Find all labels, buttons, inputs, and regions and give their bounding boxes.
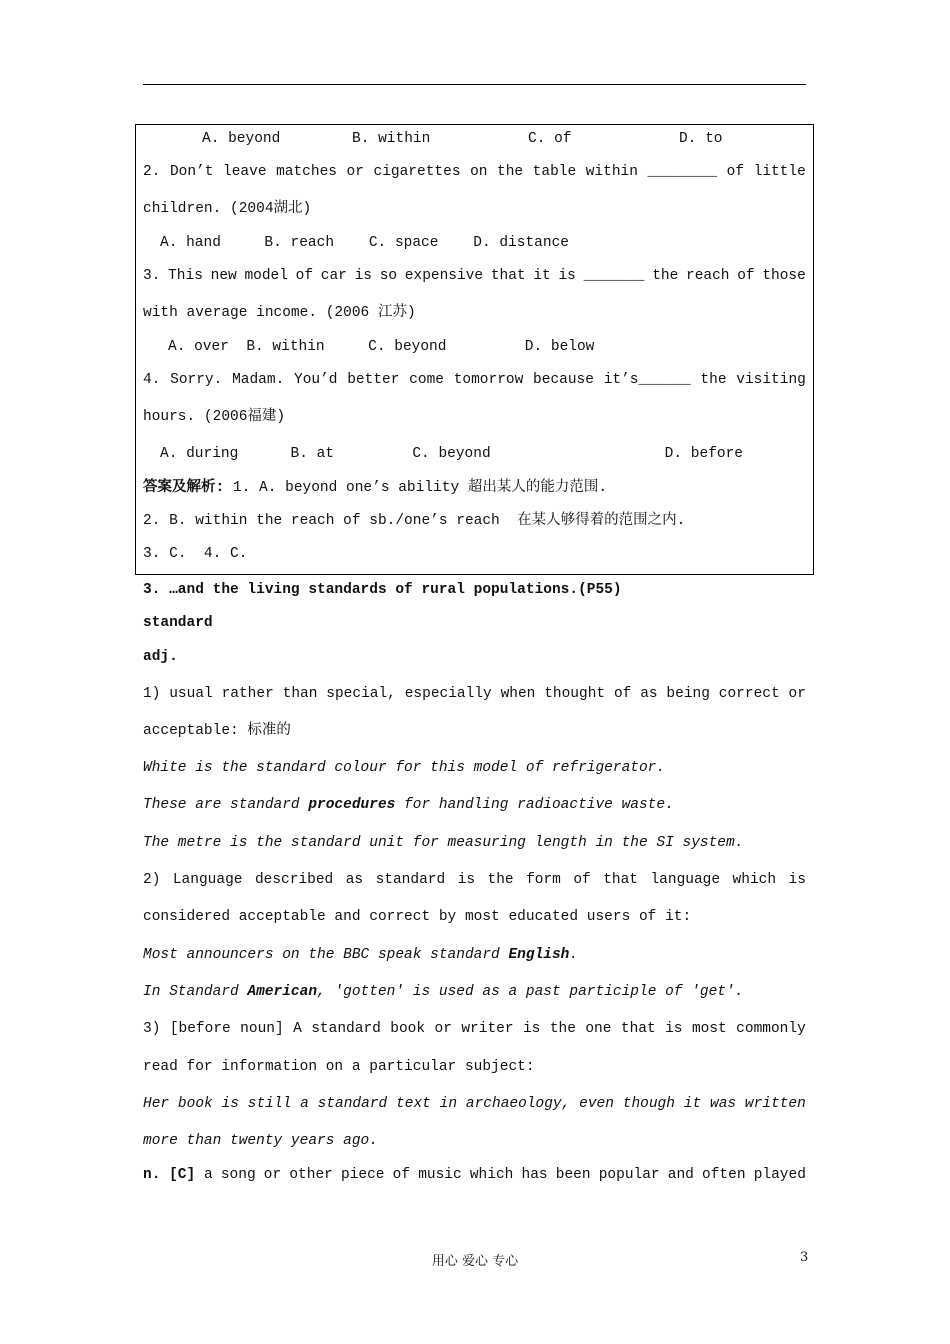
word: so bbox=[379, 268, 398, 284]
word: table bbox=[532, 164, 577, 180]
word: visiting bbox=[736, 372, 806, 388]
word: matches bbox=[276, 164, 337, 180]
example-5 bbox=[143, 983, 743, 1001]
noun-def-line1 bbox=[204, 1166, 806, 1184]
word: which bbox=[732, 872, 777, 888]
example-6-line1 bbox=[143, 1095, 806, 1113]
word: within bbox=[585, 164, 638, 180]
word: or bbox=[346, 164, 364, 180]
example-5-pre: In Standard bbox=[143, 984, 248, 1000]
word: is bbox=[522, 1021, 541, 1037]
word: reach bbox=[686, 268, 730, 284]
word: one bbox=[585, 1021, 612, 1037]
word: is bbox=[457, 872, 476, 888]
word: Madam. bbox=[232, 372, 285, 388]
word: of bbox=[573, 872, 591, 888]
header-rule bbox=[143, 84, 806, 85]
word: little bbox=[753, 164, 806, 180]
word: that bbox=[603, 872, 639, 888]
word: 4. bbox=[143, 372, 161, 388]
word: the bbox=[700, 372, 727, 388]
word: been bbox=[555, 1167, 591, 1183]
example-6-line2: more than twenty years ago. bbox=[143, 1133, 378, 1149]
def3-line1 bbox=[143, 1020, 806, 1038]
word: or bbox=[434, 1021, 452, 1037]
word: a bbox=[204, 1167, 213, 1183]
example-5-bold: American bbox=[247, 984, 318, 1000]
word: and bbox=[667, 1167, 694, 1183]
word: has bbox=[521, 1167, 548, 1183]
word: 2. bbox=[143, 164, 161, 180]
def3-line2: read for information on a particular subject: bbox=[143, 1059, 535, 1075]
word: ________ bbox=[647, 164, 718, 180]
word: or bbox=[263, 1167, 282, 1183]
pos-noun-label: n. [C] bbox=[143, 1167, 196, 1183]
word: described bbox=[254, 872, 334, 888]
word: is bbox=[354, 268, 372, 284]
example-4 bbox=[143, 946, 578, 964]
word: the bbox=[497, 164, 524, 180]
word: correct bbox=[718, 686, 780, 702]
word: the bbox=[652, 268, 679, 284]
word: 3. bbox=[143, 268, 161, 284]
word: 1) bbox=[143, 686, 161, 702]
word: text bbox=[396, 1096, 431, 1112]
word: is bbox=[221, 1096, 239, 1112]
word: better bbox=[347, 372, 400, 388]
word: is bbox=[558, 268, 576, 284]
q1-option-d: D. to bbox=[679, 131, 723, 147]
word: of bbox=[737, 268, 755, 284]
word: This bbox=[168, 268, 203, 284]
example-2 bbox=[143, 796, 674, 814]
page-number: 3 bbox=[800, 1250, 809, 1265]
word: [before bbox=[169, 1021, 231, 1037]
word: that bbox=[620, 1021, 656, 1037]
word: noun] bbox=[240, 1021, 284, 1037]
example-4-pre: Most announcers on the BBC speak standard bbox=[143, 947, 509, 963]
answer-3: 3. C. 4. C. bbox=[143, 546, 248, 562]
word: that bbox=[490, 268, 526, 284]
word: song bbox=[220, 1167, 256, 1183]
word: other bbox=[289, 1167, 333, 1183]
word: car bbox=[320, 268, 347, 284]
q4-options: A. during B. at C. beyond D. before bbox=[160, 446, 743, 462]
word: it bbox=[533, 268, 551, 284]
word: form bbox=[526, 872, 561, 888]
word: special, bbox=[326, 686, 396, 702]
example-5-post: , 'gotten' is used as a past participle of 'get'. bbox=[317, 984, 744, 1000]
q3-options: A. over B. within C. beyond D. below bbox=[168, 339, 595, 355]
word: was bbox=[710, 1096, 737, 1112]
word: as bbox=[640, 686, 658, 702]
word: as bbox=[345, 872, 364, 888]
word: or bbox=[788, 686, 806, 702]
word: of bbox=[613, 686, 632, 702]
word: _______ bbox=[583, 268, 645, 284]
word: commonly bbox=[736, 1021, 806, 1037]
word: writer bbox=[461, 1021, 514, 1037]
q1-option-c: C. of bbox=[528, 131, 572, 147]
word: Don’t bbox=[169, 164, 214, 180]
pos-adj: adj. bbox=[143, 649, 178, 665]
word: the bbox=[487, 872, 514, 888]
example-4-post: . bbox=[569, 947, 579, 963]
q3-line1 bbox=[143, 267, 806, 285]
q4-line2: hours. (2006福建) bbox=[143, 409, 286, 425]
word: standard bbox=[317, 1096, 388, 1112]
example-2-post: for handling radioactive waste. bbox=[395, 797, 674, 813]
word: Language bbox=[172, 872, 243, 888]
word: often bbox=[702, 1167, 746, 1183]
word: when bbox=[500, 686, 536, 702]
word: model bbox=[244, 268, 288, 284]
word: because bbox=[533, 372, 594, 388]
word: written bbox=[744, 1096, 806, 1112]
word: archaeology, bbox=[465, 1096, 571, 1112]
word: those bbox=[762, 268, 806, 284]
answer-2: 2. B. within the reach of sb./one’s reach 在某人够得着的范围之内. bbox=[143, 513, 686, 529]
word: in bbox=[439, 1096, 458, 1112]
example-4-bold: English bbox=[508, 947, 570, 963]
word: even bbox=[579, 1096, 614, 1112]
word: Her bbox=[143, 1096, 170, 1112]
word: language bbox=[650, 872, 721, 888]
word: especially bbox=[404, 686, 492, 702]
word: music bbox=[418, 1167, 462, 1183]
word: of bbox=[726, 164, 745, 180]
example-3: The metre is the standard unit for measuring length in the SI system. bbox=[143, 835, 744, 851]
word: on bbox=[470, 164, 488, 180]
headword: standard bbox=[143, 615, 213, 631]
q2-line1 bbox=[143, 163, 806, 181]
word: cigarettes bbox=[373, 164, 461, 180]
q1-option-b: B. within bbox=[352, 131, 431, 147]
def2-line1 bbox=[143, 871, 806, 889]
word: of bbox=[295, 268, 314, 284]
word: piece bbox=[341, 1167, 385, 1183]
q4-line1 bbox=[143, 371, 806, 389]
def1-line1 bbox=[143, 685, 806, 703]
word: is bbox=[665, 1021, 683, 1037]
example-1: White is the standard colour for this model of refrigerator. bbox=[143, 760, 666, 776]
word: tomorrow bbox=[453, 372, 524, 388]
word: book bbox=[177, 1096, 213, 1112]
word: You’d bbox=[294, 372, 338, 388]
q2-line2: children. (2004湖北) bbox=[143, 201, 312, 217]
section-heading: 3. …and the living standards of rural populations.(P55) bbox=[143, 582, 622, 598]
word: book bbox=[390, 1021, 426, 1037]
word: played bbox=[753, 1167, 806, 1183]
word: new bbox=[210, 268, 237, 284]
answer-line-1 bbox=[143, 479, 607, 497]
answer-label: 答案及解析: bbox=[143, 480, 225, 496]
word: most bbox=[691, 1021, 727, 1037]
word: Sorry. bbox=[170, 372, 223, 388]
word: 3) bbox=[143, 1021, 161, 1037]
q1-option-a: A. beyond bbox=[202, 131, 281, 147]
word: rather bbox=[221, 686, 274, 702]
word: the bbox=[549, 1021, 576, 1037]
word: a bbox=[300, 1096, 309, 1112]
word: being bbox=[666, 686, 710, 702]
word: still bbox=[247, 1096, 292, 1112]
footer-text: 用心 爱心 专心 bbox=[431, 1254, 519, 1269]
word: standard bbox=[375, 872, 446, 888]
def1-line2: acceptable: 标准的 bbox=[143, 723, 291, 739]
word: though bbox=[622, 1096, 675, 1112]
word: thought bbox=[544, 686, 606, 702]
word: is bbox=[788, 872, 806, 888]
q2-options: A. hand B. reach C. space D. distance bbox=[160, 235, 569, 251]
q3-line2: with average income. (2006 江苏) bbox=[143, 305, 416, 321]
def2-line2: considered acceptable and correct by most educated users of it: bbox=[143, 909, 692, 925]
word: 2) bbox=[143, 872, 161, 888]
word: it’s______ bbox=[603, 372, 691, 388]
word: which bbox=[469, 1167, 514, 1183]
word: come bbox=[409, 372, 444, 388]
word: usual bbox=[169, 686, 213, 702]
example-2-pre: These are standard bbox=[143, 797, 309, 813]
word: it bbox=[683, 1096, 702, 1112]
word: than bbox=[282, 686, 318, 702]
word: standard bbox=[311, 1021, 381, 1037]
answer-1: 1. A. beyond one’s ability 超出某人的能力范围. bbox=[224, 480, 608, 496]
word: popular bbox=[598, 1167, 660, 1183]
word: expensive bbox=[404, 268, 484, 284]
example-2-bold: procedures bbox=[308, 797, 396, 813]
word: A bbox=[293, 1021, 302, 1037]
word: leave bbox=[223, 164, 267, 180]
word: of bbox=[392, 1167, 411, 1183]
